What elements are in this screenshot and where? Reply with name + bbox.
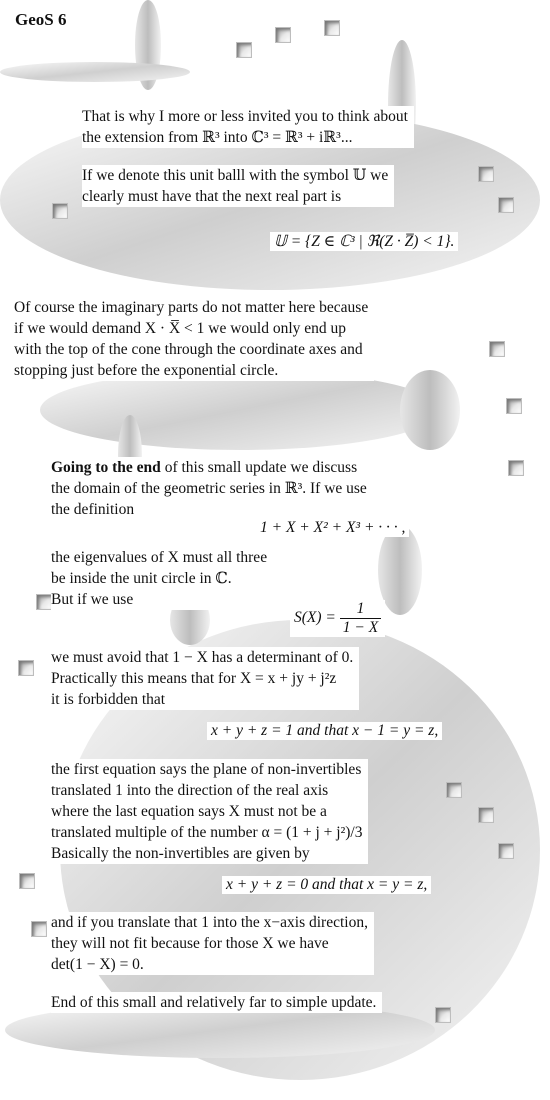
cube-deco xyxy=(36,594,52,610)
equation-series: 1 + X + X² + X³ + · · · , xyxy=(256,519,409,537)
text-line: the eigenvalues of X must all three xyxy=(51,549,268,566)
equation-lhs: S(X) = xyxy=(294,609,336,627)
text-line: the first equation says the plane of non-invertibles xyxy=(51,761,362,778)
text-line: But if we use xyxy=(51,591,134,608)
text-line: Of course the imaginary parts do not matter here because xyxy=(14,299,369,316)
cube-deco xyxy=(478,807,494,823)
emphasis: Going to the end xyxy=(51,459,161,476)
text-line: they will not fit because for those X we have xyxy=(51,935,329,952)
cube-deco xyxy=(498,197,514,213)
cube-deco xyxy=(508,460,524,476)
cube-deco xyxy=(506,398,522,414)
equation-unit-ball: 𝕌 = {Z ∈ ℂ³ | ℜ(Z · Z̅) < 1}. xyxy=(270,232,458,251)
text-line: det(1 − X) = 0. xyxy=(51,956,144,973)
paragraph-non-invertibles xyxy=(51,759,368,864)
cube-deco xyxy=(435,1007,451,1023)
cube-deco xyxy=(275,27,291,43)
text-line: If we denote this unit balll with the symbol 𝕌 we xyxy=(82,167,389,184)
text: of this small update we discuss xyxy=(160,459,358,476)
text-line: where the last equation says X must not be a xyxy=(51,803,327,820)
text-line: we must avoid that 1 − X has a determinant of 0. xyxy=(51,649,354,666)
text-line: translated 1 into the direction of the real axis xyxy=(51,782,329,799)
paragraph-closing: End of this small and relatively far to simple update. xyxy=(51,992,382,1013)
text-line: translated multiple of the number α = (1 + j + j²)/3 xyxy=(51,824,363,841)
paragraph-translate xyxy=(51,912,374,975)
text-line: the domain of the geometric series in ℝ³. If we use xyxy=(51,480,367,497)
cube-deco xyxy=(498,843,514,859)
cube-deco xyxy=(489,341,505,357)
text-line: Basically the non-invertibles are given by xyxy=(51,845,310,862)
text-line: and if you translate that 1 into the x−axis direction, xyxy=(51,914,368,931)
cube-deco xyxy=(478,166,494,182)
text-line: the definition xyxy=(51,501,135,518)
cube-deco xyxy=(446,782,462,798)
numerator: 1 xyxy=(340,600,381,619)
horizontal-spindle-top xyxy=(0,62,190,82)
paragraph-extension xyxy=(82,106,414,148)
cube-deco xyxy=(31,921,47,937)
text-line: if we would demand X · X̅ < 1 we would only end up xyxy=(14,320,347,337)
text-line: the extension from ℝ³ into ℂ³ = ℝ³ + iℝ³... xyxy=(82,129,353,146)
equation-sum-function xyxy=(290,600,385,637)
text-line xyxy=(51,457,367,478)
text-line: stopping just before the exponential circle. xyxy=(14,362,279,379)
text-line: it is forbidden that xyxy=(51,691,166,708)
cube-deco xyxy=(19,873,35,889)
fraction xyxy=(340,600,381,637)
cube-deco xyxy=(18,660,34,676)
cube-deco xyxy=(324,20,340,36)
paragraph-determinant xyxy=(51,647,359,710)
lens-right-mid xyxy=(400,370,460,450)
paragraph-eigenvalues xyxy=(51,547,273,610)
cube-deco xyxy=(236,42,252,58)
paragraph-geometric-series xyxy=(51,457,373,520)
text-line: clearly must have that the next real part is xyxy=(82,188,342,205)
paragraph-imaginary-parts xyxy=(14,297,374,381)
paragraph-unit-ball xyxy=(82,165,394,207)
text-line: That is why I more or less invited you to think about xyxy=(82,108,408,125)
cube-deco xyxy=(52,203,68,219)
equation-forbidden: x + y + z = 1 and that x − 1 = y = z, xyxy=(207,722,442,740)
ellipse-mid xyxy=(40,370,440,450)
text-line: be inside the unit circle in ℂ. xyxy=(51,570,232,587)
denominator: 1 − X xyxy=(342,619,379,636)
text-line: Practically this means that for X = x + jy + j²z xyxy=(51,670,337,687)
page-header: GeoS 6 xyxy=(15,10,67,29)
equation-non-invertibles: x + y + z = 0 and that x = y = z, xyxy=(222,876,431,894)
text-line: with the top of the cone through the coordinate axes and xyxy=(14,341,363,358)
